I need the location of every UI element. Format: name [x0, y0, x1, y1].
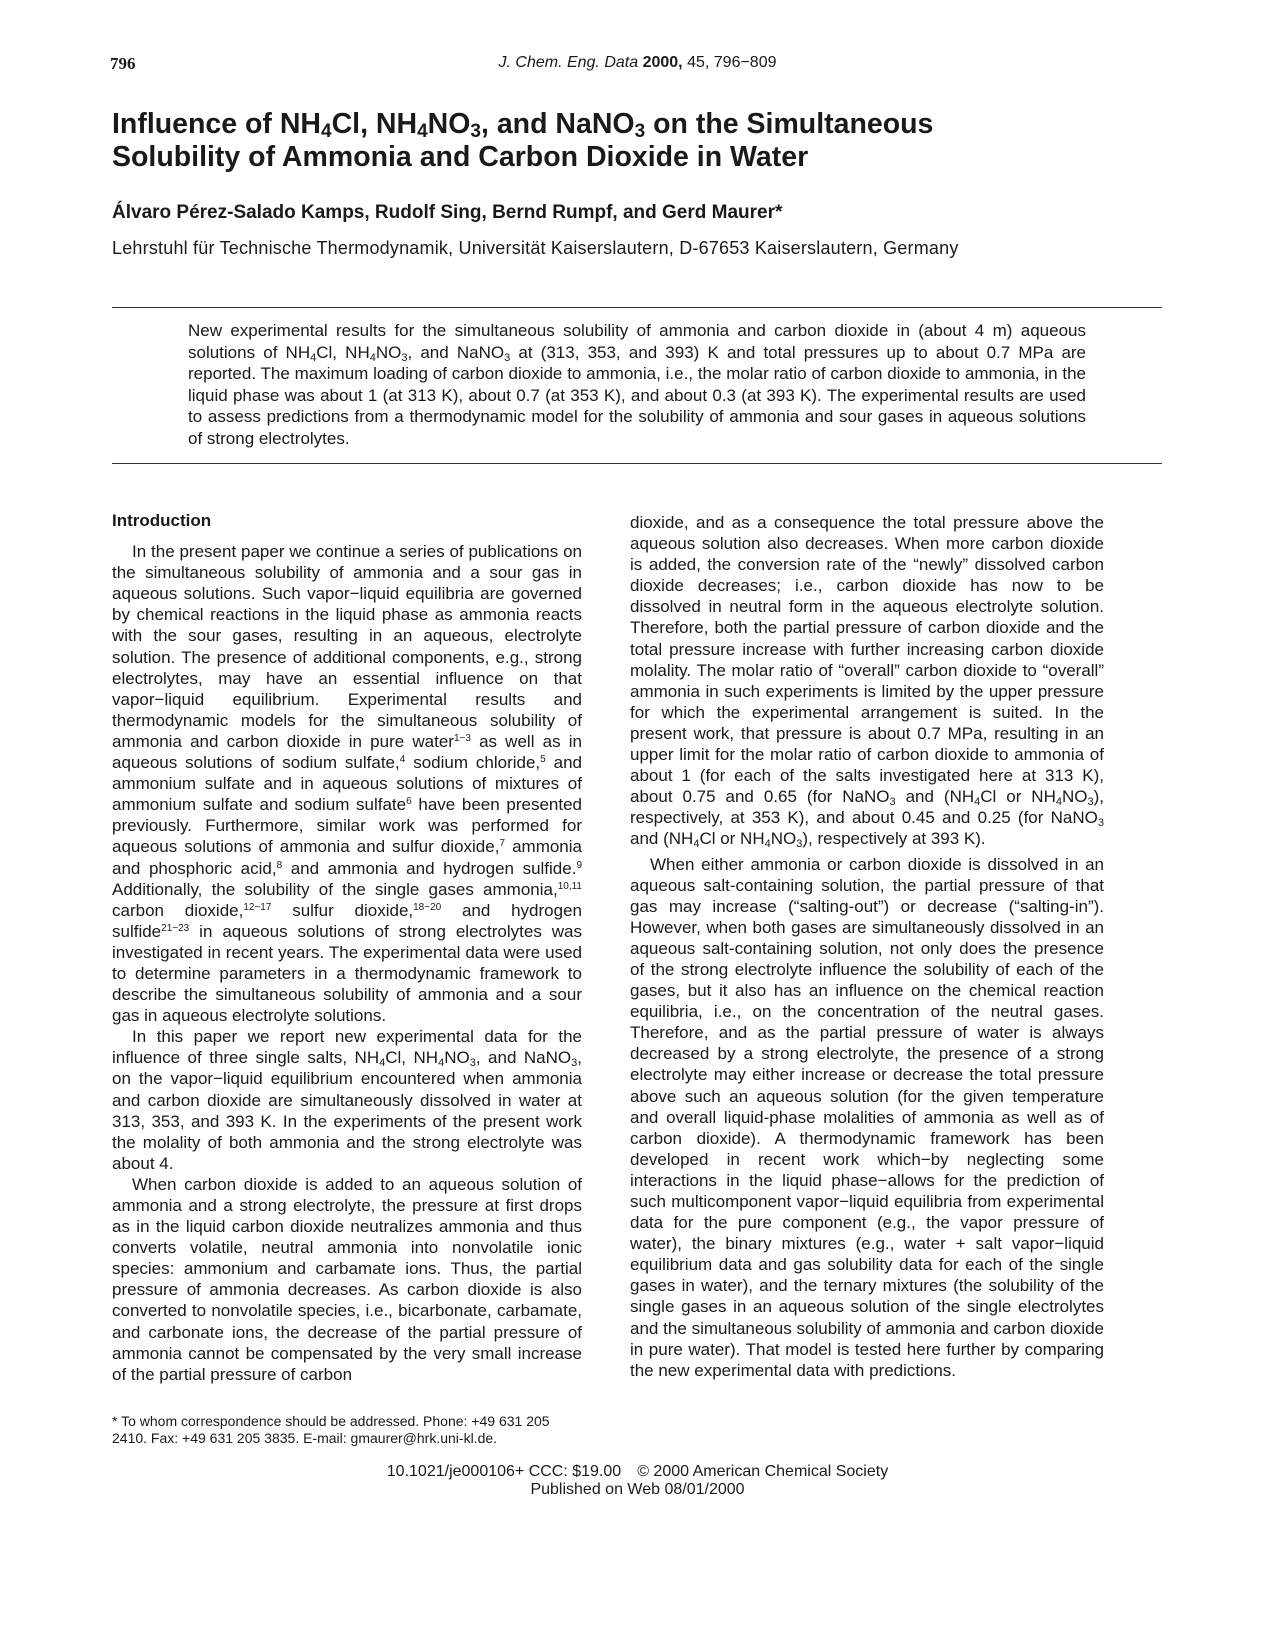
right-column	[630, 512, 1104, 1381]
intro-paragraph-1: In the present paper we continue a series of publications on the simultaneous solubility of ammonia and a sour gas in aqueous solutions. Such vapor−liquid equilibria are governed by chemical reactions in the liquid phase as ammonia reacts with the sour gases, resulting in an aqueous, electrolyte solution. The presence of additional components, e.g., strong electrolytes, may have an essential influence on that vapor−liquid equilibrium. Experimental results and thermodynamic models for the simultaneous solubility of ammonia and carbon dioxide in pure water$^{1-3}$ as well as in aqueous solutions of sodium sulfate,$^4$ sodium chloride,$^5$ and ammonium sulfate and in aqueous solutions of mixtures of ammonium sulfate and sodium sulfate$^6$ have been presented previously. Furthermore, similar work was performed for aqueous solutions of ammonia and sulfur dioxide,$^7$ ammonia and phosphoric acid,$^8$ and ammonia and hydrogen sulfide.$^9$ Additionally, the solubility of the single gases ammonia,$^{10,11}$ carbon dioxide,$^{12-17}$ sulfur dioxide,$^{18-20}$ and hydrogen sulfide$^{21-23}$ in aqueous solutions of strong electrolytes was investigated in recent years. The experimental data were used to determine parameters in a thermodynamic framework to describe the simultaneous solubility of ammonia and a sour gas in aqueous electrolyte solutions.	[112, 542, 583, 1026]
abstract-bottom-rule	[112, 463, 1162, 464]
affiliation: Lehrstuhl für Technische Thermodynamik, Universität Kaiserslautern, D-67653 Kaiserslautern, Germany	[112, 238, 959, 258]
copyright: © 2000 American Chemical Society	[637, 1463, 889, 1480]
author-list: Álvaro Pérez-Salado Kamps, Rudolf Sing, Bernd Rumpf, and Gerd Maurer*	[112, 202, 783, 223]
journal-name: J. Chem. Eng. Data	[498, 54, 639, 71]
journal-citation	[110, 54, 1165, 72]
intro-paragraph-2: In this paper we report new experimental data for the influence of three single salts, $NH_4Cl$, $NH_4NO_3$, and NaNO$_3$, on the vapor−liquid equilibrium encountered when ammonia and carbon dioxide are simultaneously dissolved in water at 313, 353, and 393 K. In the experiments of the present work the molality of both ammonia and the strong electrolyte was about 4.	[112, 1027, 582, 1173]
publication-date: Published on Web 08/01/2000	[530, 1481, 745, 1498]
correspondence-footnote: * To whom correspondence should be addressed. Phone: +49 631 205 2410. Fax: +49 631 205 3835. E-mail: gmaurer@hrk.uni-kl.de.	[112, 1413, 550, 1446]
doi-ccc: 10.1021/je000106+ CCC: $19.00	[386, 1463, 622, 1480]
page-footer	[0, 1463, 1275, 1499]
journal-year: 2000,	[642, 54, 683, 71]
journal-pages: 45, 796−809	[687, 54, 777, 71]
abstract-top-rule	[112, 307, 1162, 308]
section-heading-introduction: Introduction	[112, 511, 212, 530]
running-header	[110, 54, 1165, 78]
intro-paragraph-4: When either ammonia or carbon dioxide is dissolved in an aqueous salt-containing solution, the partial pressure of that gas may increase (“salting-out”) or decrease (“salting-in”). However, when both gases are simultaneously dissolved in an aqueous salt-containing solution, not only does the presence of the strong electrolyte influence the solubility of each of the gases, but it also has an influence on the chemical reaction equilibria, i.e., on the concentration of the neutral gases. Therefore, and as the partial pressure of water is always decreased by a strong electrolyte, the presence of a strong electrolyte may either increase or decrease the total pressure above such an aqueous solution (for the given temperature and overall liquid-phase molalities of ammonia as well as of carbon dioxide). A thermodynamic framework has been developed in recent work which−by neglecting some interactions in the liquid phase−allows for the prediction of such multicomponent vapor−liquid equilibria from experimental data for the pure component (e.g., the vapor pressure of water), the binary mixtures (e.g., water + salt vapor−liquid equilibrium data and gas solubility data for each of the single gases in water), and the ternary mixtures (the solubility of the single gases in an aqueous solution of the single electrolytes and the simultaneous solubility of ammonia and carbon dioxide in pure water). That model is tested here further by comparing the new experimental data with predictions.	[630, 854, 1104, 1380]
left-column	[112, 510, 582, 1385]
title-line-2: Solubility of Ammonia and Carbon Dioxide in Water	[112, 141, 809, 173]
intro-paragraph-3: When carbon dioxide is added to an aqueous solution of ammonia and a strong electrolyte, the pressure at first drops as in the liquid carbon dioxide neutralizes ammonia and thus converts volatile, neutral ammonia into nonvolatile ionic species: ammonium and carbamate ions. Thus, the partial pressure of ammonia decreases. As carbon dioxide is also converted to nonvolatile species, i.e., bicarbonate, carbamate, and carbonate ions, the decrease of the partial pressure of ammonia cannot be compensated by the very small increase of the partial pressure of carbon	[112, 1174, 582, 1384]
article-title: Influence of $NH_4Cl$, $NH_4NO_3$, and NaNO$_3$ on the Simultaneous Solubility of Ammonia and Carbon Dioxide in Water	[112, 108, 934, 173]
intro-paragraph-3-continued: dioxide, and as a consequence the total pressure above the aqueous solution also decreases. When more carbon dioxide is added, the conversion rate of the “newly” dissolved carbon dioxide decreases; i.e., carbon dioxide has now to be dissolved in neutral form in the aqueous electrolyte solution. Therefore, both the partial pressure of carbon dioxide and the total pressure increase with further increasing carbon dioxide molality. The molar ratio of “overall” carbon dioxide to “overall” ammonia in such experiments is limited by the upper pressure for which the experimental arrangement is suited. In the present work, that pressure is about 0.7 MPa, resulting in an upper limit for the molar ratio of carbon dioxide to ammonia of about 1 (for each of the salts investigated here at 313 K), about 0.75 and 0.65 (for NaNO$_3$ and ($NH_4Cl$ or $NH_4NO_3$), respectively, at 353 K), and about 0.45 and 0.25 (for NaNO$_3$ and ($NH_4Cl$ or $NH_4NO_3$), respectively at 393 K).	[630, 513, 1104, 851]
page-number: 796	[110, 54, 136, 73]
abstract: New experimental results for the simultaneous solubility of ammonia and carbon dioxide in (about 4 m) aqueous solutions of $NH_4Cl$, $NH_4NO_3$, and NaNO$_3$ at (313, 353, and 393) K and total pressures up to about 0.7 MPa are reported. The maximum loading of carbon dioxide to ammonia, i.e., the molar ratio of carbon dioxide to ammonia, in the liquid phase was about 1 (at 313 K), about 0.7 (at 353 K), and about 0.3 (at 393 K). The experimental results are used to assess predictions from a thermodynamic model for the solubility of ammonia and sour gases in aqueous solutions of strong electrolytes.	[188, 321, 1087, 448]
